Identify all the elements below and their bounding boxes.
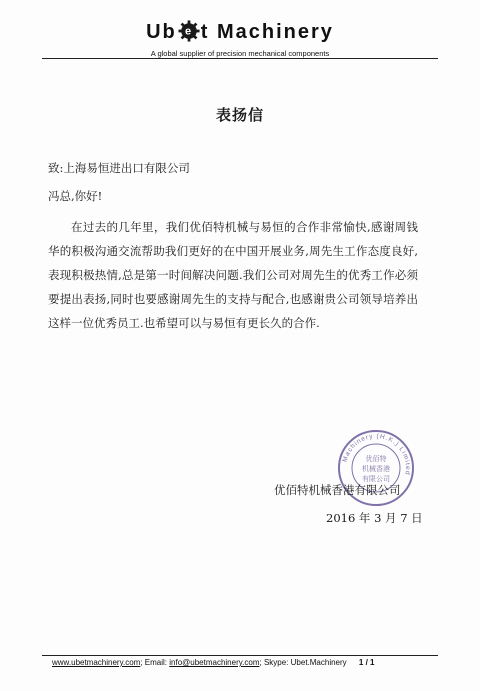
page-number: 1 / 1 [358, 658, 375, 667]
seal-center-text-3: 有限公司 [362, 475, 390, 483]
company-tagline: A global supplier of precision mechanical components [150, 49, 330, 58]
letter-date: 2016 年 3 月 7 日 [326, 511, 423, 525]
gear-letter: e [184, 25, 193, 38]
letter-recipient: 致:上海易恒进出口有限公司 [48, 161, 190, 175]
email-label: Email: [144, 658, 168, 667]
skype-label: Skype: [263, 658, 289, 667]
footer-contact: www.ubetmachinery.com; Email: info@ubetmachinery.com; Skype: Ubet.Machinery 1 / 1 [52, 658, 375, 667]
brand-text-right: t Machinery [200, 21, 334, 43]
company-logo [0, 20, 480, 44]
website-link[interactable]: www.ubetmachinery.com [52, 658, 141, 667]
seal-center-text-2: 机械香港 [362, 465, 390, 473]
footer-divider [42, 655, 438, 656]
brand-text-left: Ub [146, 21, 177, 43]
skype-id: Ubet.Machinery [290, 658, 347, 667]
seal-ring-text: Machinery (H.K.) Limited [341, 432, 412, 477]
letter-greeting: 冯总,你好! [48, 189, 103, 203]
seal-center-text-1: 优佰特 [365, 455, 387, 463]
letter-body: 在过去的几年里，我们优佰特机械与易恒的合作非常愉快,感谢周钱华的积极沟通交流帮助我们更好的在中国开展业务,周先生工作态度良好,表现积极热情,总是第一时间解决问题.我们公司对周先生的优秀工作必须要提出表扬,同时也要感谢周先生的支持与配合,也感谢贵公司领导培养出这样一位优秀员工.也希望可以与易恒有更长久的合作. [48, 220, 418, 330]
email-link[interactable]: info@ubetmachinery.com [169, 658, 260, 667]
signature-company: 优佰特机械香港有限公司 [274, 483, 401, 497]
letter-title: 表扬信 [215, 106, 264, 124]
gear-icon [178, 20, 200, 42]
header-divider [42, 58, 438, 59]
